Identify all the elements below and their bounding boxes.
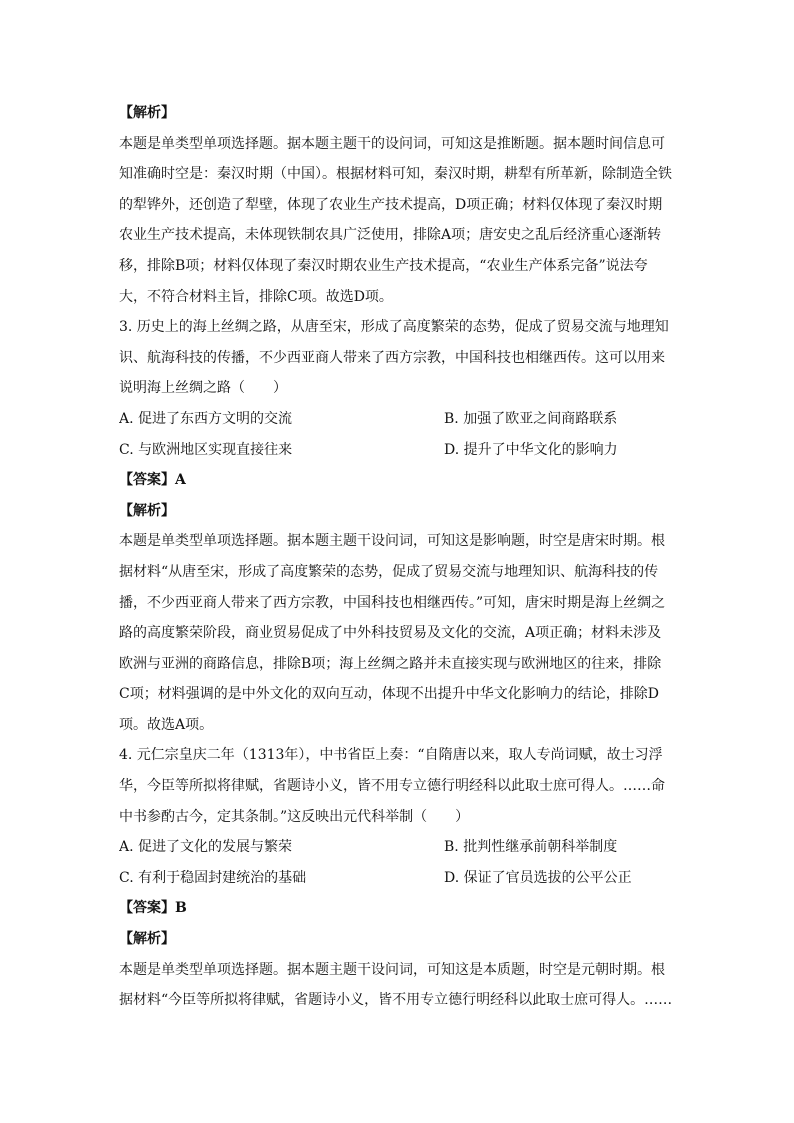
question-4-options-row-1 [119,832,679,863]
option-a: A. 促进了文化的发展与繁荣 [119,839,293,856]
question-4-answer: 【答案】B [119,900,187,917]
option-b: B. 加强了欧亚之间商路联系 [444,410,618,427]
analysis-line: 的犁铧外，还创造了犁壁，体现了农业生产技术提高，D项正确；材料仅体现了秦汉时期 [119,196,663,213]
option-d: D. 提升了中华文化的影响力 [444,441,618,458]
question-3-answer: 【答案】A [119,472,186,489]
question-4-analysis-heading: 【解析】 [119,931,175,948]
question-3-stem: 识、航海科技的传播，不少西亚商人带来了西方宗教，中国科技也相继西传。这可以用来 [119,349,665,366]
question-3-stem: 说明海上丝绸之路（ ） [119,380,287,397]
option-c: C. 有利于稳固封建统治的基础 [119,869,307,886]
question-3-analysis-heading: 【解析】 [119,502,175,519]
analysis-line: 项。故选A项。 [119,716,214,733]
analysis-line: 路的高度繁荣阶段，商业贸易促成了中外科技贸易及文化的交流，A项正确；材料未涉及 [119,625,662,642]
analysis-line: 本题是单类型单项选择题。据本题主题干的设问词，可知这是推断题。据本题时间信息可 [119,135,665,152]
question-3-options-row-2 [119,435,679,466]
question-4-stem: 4. 元仁宗皇庆二年（1313年），中书省臣上奏：“自隋唐以来，取人专尚词赋，故士习浮 [119,747,663,764]
analysis-line: 农业生产技术提高，未体现铁制农具广泛使用，排除A项；唐安史之乱后经济重心逐渐转 [119,227,662,244]
document-page [119,98,679,1016]
analysis-line: 本题是单类型单项选择题。据本题主题干设问词，可知这是影响题，时空是唐宋时期。根 [119,533,665,550]
option-a: A. 促进了东西方文明的交流 [119,410,293,427]
question-4-stem: 华，今臣等所拟将律赋，省题诗小义，皆不用专立德行明经科以此取士庶可得人。……命 [119,778,665,795]
analysis-line: 欧洲与亚洲的商路信息，排除B项；海上丝绸之路并未直接实现与欧洲地区的往来，排除 [119,655,662,672]
analysis-line: 知准确时空是：秦汉时期（中国）。根据材料可知，秦汉时期，耕犁有所革新，除制造全铁 [119,166,672,183]
analysis-line: 本题是单类型单项选择题。据本题主题干设问词，可知这是本质题，时空是元朝时期。根 [119,961,665,978]
question-4-options-row-2 [119,863,679,894]
analysis-heading: 【解析】 [119,105,175,121]
option-d: D. 保证了官员选拔的公平公正 [444,869,632,886]
analysis-line: 播，不少西亚商人带来了西方宗教，中国科技也相继西传。”可知，唐宋时期是海上丝绸之 [119,594,666,611]
question-3-options-row-1 [119,404,679,435]
analysis-line: 移，排除B项；材料仅体现了秦汉时期农业生产技术提高，“农业生产体系完备”说法夸 [119,257,648,274]
question-3-stem: 3. 历史上的海上丝绸之路，从唐至宋，形成了高度繁荣的态势，促成了贸易交流与地理知 [119,319,669,336]
analysis-line: C项；材料强调的是中外文化的双向互动，体现不出提升中华文化影响力的结论，排除D [119,686,659,703]
analysis-line: 据材料“从唐至宋，形成了高度繁荣的态势，促成了贸易交流与地理知识、航海科技的传 [119,563,659,580]
analysis-line: 据材料“今臣等所拟将律赋，省题诗小义，皆不用专立德行明经科以此取士庶可得人。…… [119,992,673,1009]
analysis-line: 大，不符合材料主旨，排除C项。故选D项。 [119,288,393,305]
option-c: C. 与欧洲地区实现直接往来 [119,441,293,458]
question-4-stem: 中书参酌古今，定其条制。”这反映出元代科举制（ ） [119,808,470,825]
option-b: B. 批判性继承前朝科举制度 [444,839,618,856]
